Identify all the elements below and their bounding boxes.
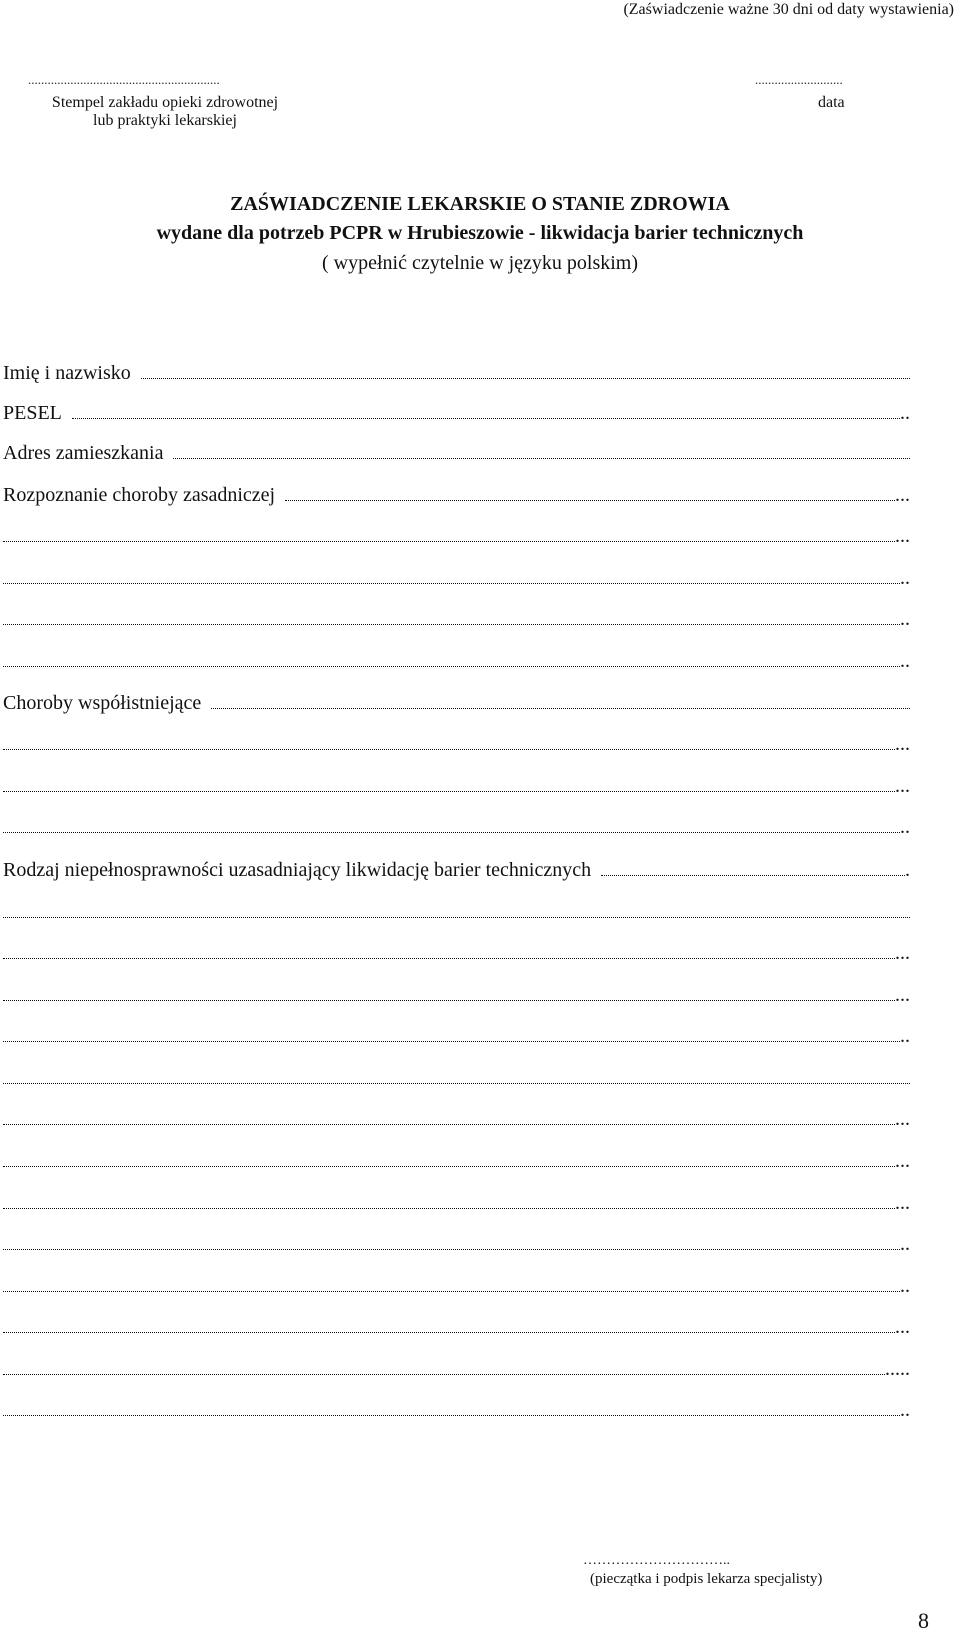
signature-dotted-line: ………………………….. [583,1553,730,1568]
line-tail: ... [895,733,910,755]
disability-continuation-line[interactable] [3,940,910,966]
disability-label: Rodzaj niepełnosprawności uzasadniający likwidację barier technicznych [3,859,592,881]
diagnosis-tail: ... [895,484,910,506]
stamp-label-line2: lub praktyki lekarskiej [93,112,237,129]
document-subtitle: wydane dla potrzeb PCPR w Hrubieszowie - likwidacja barier technicznych [156,222,804,244]
diagnosis-continuation-line[interactable] [3,523,910,549]
disability-fill-line[interactable] [3,1083,910,1084]
stamp-dotted-line: ........................................................... [28,72,220,87]
address-field[interactable] [3,440,910,466]
signature-label: (pieczątka i podpis lekarza specjalisty) [590,1571,823,1587]
disability-field[interactable] [3,857,910,883]
line-tail: .. [900,816,910,838]
disability-fill-line[interactable] [601,875,905,876]
date-dotted-line: ........................... [755,72,843,87]
disability-continuation-line[interactable] [3,1148,910,1174]
diagnosis-continuation-line[interactable] [3,565,910,591]
document-title: ZAŚWIADCZENIE LEKARSKIE O STANIE ZDROWIA [230,193,730,215]
comorbidities-continuation-line[interactable] [3,773,910,799]
pesel-fill-line[interactable] [72,418,900,419]
line-tail: ... [895,775,910,797]
diagnosis-fill-line[interactable] [3,624,900,625]
disability-fill-line[interactable] [3,917,910,918]
disability-fill-line[interactable] [3,1166,895,1167]
disability-fill-line[interactable] [3,1124,895,1125]
disability-fill-line[interactable] [3,1332,895,1333]
line-tail: .. [900,1275,910,1297]
pesel-label: PESEL [3,402,62,424]
line-tail: ... [895,1316,910,1338]
line-tail: ... [895,984,910,1006]
line-tail: .. [900,567,910,589]
diagnosis-continuation-line[interactable] [3,606,910,632]
name-fill-line[interactable] [141,378,910,379]
disability-continuation-line[interactable] [3,1314,910,1340]
disability-fill-line[interactable] [3,1208,895,1209]
name-label: Imię i nazwisko [3,362,131,384]
disability-fill-line[interactable] [3,1374,885,1375]
address-fill-line[interactable] [173,458,910,459]
stamp-label-line1: Stempel zakładu opieki zdrowotnej [51,94,279,111]
disability-fill-line[interactable] [3,1291,900,1292]
comorbidities-fill-line[interactable] [211,708,910,709]
validity-note: (Zaświadczenie ważne 30 dni od daty wystawienia) [623,1,954,18]
line-tail: .. [900,1399,910,1421]
disability-continuation-line[interactable] [3,1190,910,1216]
disability-continuation-line[interactable] [3,1273,910,1299]
date-label: data [818,94,845,111]
disability-tail: . [905,859,910,881]
diagnosis-fill-line[interactable] [3,583,900,584]
disability-fill-line[interactable] [3,958,895,959]
diagnosis-field[interactable] [3,482,910,508]
comorbidities-fill-line[interactable] [3,749,895,750]
name-field[interactable] [3,360,910,386]
line-tail: ... [895,1192,910,1214]
disability-continuation-line[interactable] [3,1065,910,1091]
line-tail: .. [900,1233,910,1255]
comorbidities-continuation-line[interactable] [3,814,910,840]
comorbidities-fill-line[interactable] [3,832,900,833]
disability-fill-line[interactable] [3,1041,900,1042]
comorbidities-fill-line[interactable] [3,791,895,792]
disability-continuation-line[interactable] [3,1106,910,1132]
disability-fill-line[interactable] [3,1249,900,1250]
address-label: Adres zamieszkania [3,442,164,464]
disability-continuation-line[interactable] [3,1356,910,1382]
disability-continuation-line[interactable] [3,982,910,1008]
disability-fill-line[interactable] [3,1415,900,1416]
diagnosis-fill-line[interactable] [3,541,895,542]
line-tail: ... [895,1150,910,1172]
diagnosis-label: Rozpoznanie choroby zasadniczej [3,484,276,506]
comorbidities-field[interactable] [3,690,910,716]
pesel-tail: .. [900,402,910,424]
disability-continuation-line[interactable] [3,1023,910,1049]
line-tail: .. [900,650,910,672]
diagnosis-continuation-line[interactable] [3,648,910,674]
line-tail: .. [900,1025,910,1047]
comorbidities-continuation-line[interactable] [3,731,910,757]
line-tail: ... [895,1108,910,1130]
fill-instruction: ( wypełnić czytelnie w języku polskim) [321,252,638,274]
disability-fill-line[interactable] [3,1000,895,1001]
disability-continuation-line[interactable] [3,1397,910,1423]
disability-continuation-line[interactable] [3,1231,910,1257]
line-tail: ..... [885,1358,910,1380]
diagnosis-fill-line[interactable] [3,666,900,667]
disability-continuation-line[interactable] [3,899,910,925]
stamp-label [30,94,300,130]
pesel-field[interactable] [3,400,910,426]
line-tail: ... [895,942,910,964]
page-number: 8 [918,1608,929,1633]
line-tail: ... [895,525,910,547]
comorbidities-label: Choroby współistniejące [3,692,202,714]
diagnosis-fill-line[interactable] [285,500,895,501]
line-tail: .. [900,608,910,630]
